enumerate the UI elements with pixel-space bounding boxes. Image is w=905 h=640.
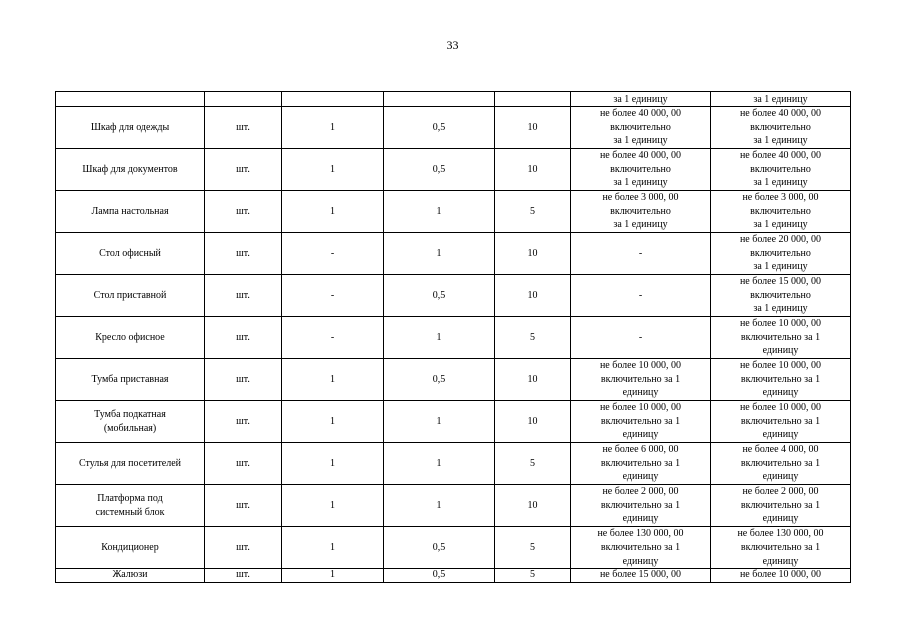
term-cell-line: 5 — [530, 541, 535, 553]
price-a-cell: за 1 единицу — [571, 92, 711, 107]
price-b-cell — [711, 107, 851, 149]
quantity-cell — [282, 485, 384, 527]
table-row — [56, 569, 851, 583]
name-cell-line: Стол приставной — [93, 289, 167, 301]
price-b-cell — [711, 443, 851, 485]
price-b-cell-line: включительно за 1 — [740, 499, 821, 511]
price-b-cell-line: не более 40 000, 00 — [739, 150, 822, 162]
norm-cell-line: 1 — [436, 331, 442, 343]
price-a-cell-line: не более 40 000, 00 — [599, 150, 682, 162]
term-cell-line: 5 — [530, 205, 535, 217]
name-cell — [56, 92, 205, 107]
norm-cell-line: 0,5 — [432, 373, 446, 385]
quantity-cell — [282, 191, 384, 233]
term-cell-line: 10 — [527, 415, 538, 427]
price-b-cell-line: за 1 единицу — [753, 135, 808, 147]
quantity-cell-line: 1 — [330, 457, 335, 469]
price-b-cell — [711, 485, 851, 527]
norm-cell — [384, 275, 495, 317]
unit-cell — [205, 401, 282, 443]
name-cell-line: Платформа под — [97, 492, 163, 504]
price-a-cell-line: не более 10 000, 00 — [599, 360, 682, 372]
quantity-cell — [282, 443, 384, 485]
price-a-cell — [571, 149, 711, 191]
price-a-cell-line: единицу — [622, 387, 659, 399]
price-a-cell-line: не более 10 000, 00 — [599, 402, 682, 414]
price-a-cell-line: за 1 единицу — [613, 219, 668, 231]
price-b-cell-line: включительно за 1 — [740, 331, 821, 343]
price-a-cell-line: за 1 единицу — [613, 177, 668, 189]
price-a-cell — [571, 527, 711, 569]
quantity-cell-line: 1 — [330, 541, 335, 553]
term-cell — [495, 107, 571, 149]
term-cell-line: 10 — [527, 373, 538, 385]
price-b-cell-line: включительно за 1 — [740, 541, 821, 553]
norm-cell — [384, 401, 495, 443]
norm-cell-line: 0,5 — [432, 289, 446, 301]
price-b-cell-line: включительно — [750, 247, 811, 259]
price-a-cell-line: единицу — [622, 471, 659, 483]
table-row — [56, 401, 851, 443]
unit-cell — [205, 527, 282, 569]
name-cell-line: Тумба приставная — [91, 373, 169, 385]
price-a-cell-line: включительно за 1 — [600, 373, 681, 385]
norm-cell — [384, 233, 495, 275]
name-cell — [56, 275, 205, 317]
price-b-cell-line: не более 10 000, 00 — [739, 569, 822, 581]
term-cell-line: 10 — [527, 121, 538, 133]
unit-cell — [205, 92, 282, 107]
price-b-cell-line: не более 20 000, 00 — [739, 234, 822, 246]
unit-cell-line: шт. — [236, 415, 250, 427]
unit-cell — [205, 359, 282, 401]
unit-cell-line: шт. — [236, 499, 250, 511]
term-cell — [495, 191, 571, 233]
table-row — [56, 317, 851, 359]
name-cell-line: (мобильная) — [103, 422, 157, 434]
price-b-cell-line: единицу — [762, 387, 799, 399]
unit-cell-line: шт. — [236, 163, 250, 175]
price-b-cell-line: за 1 единицу — [753, 261, 808, 273]
quantity-cell — [282, 233, 384, 275]
quantity-cell-line: 1 — [330, 499, 335, 511]
name-cell-line: Тумба подкатная — [94, 408, 166, 420]
norms-table — [55, 91, 851, 583]
quantity-cell-line: - — [330, 331, 335, 343]
price-a-cell-line: единицу — [622, 429, 659, 441]
price-a-cell — [571, 359, 711, 401]
name-cell-line: Кондиционер — [101, 541, 159, 553]
term-cell — [495, 359, 571, 401]
name-cell — [56, 233, 205, 275]
norm-cell-line: 1 — [436, 415, 442, 427]
norm-cell-line: 0,5 — [432, 541, 446, 553]
price-b-cell-line: единицу — [762, 471, 799, 483]
name-cell-line: Жалюзи — [112, 569, 148, 581]
unit-cell-line: шт. — [236, 541, 250, 553]
name-cell — [56, 443, 205, 485]
price-b-cell-line: единицу — [762, 345, 799, 357]
name-cell — [56, 527, 205, 569]
unit-cell-line: шт. — [236, 373, 250, 385]
term-cell-line: 10 — [527, 163, 538, 175]
name-cell — [56, 569, 205, 583]
unit-cell-line: шт. — [236, 205, 250, 217]
price-a-cell — [571, 233, 711, 275]
price-a-cell-line: не более 130 000, 00 — [597, 528, 684, 540]
price-b-cell-line: за 1 единицу — [753, 219, 808, 231]
table-row — [56, 359, 851, 401]
price-a-cell — [571, 107, 711, 149]
table-row — [56, 107, 851, 149]
name-cell-line: системный блок — [95, 506, 165, 518]
norm-cell — [384, 149, 495, 191]
norm-cell — [384, 92, 495, 107]
term-cell — [495, 275, 571, 317]
price-b-cell-line: не более 10 000, 00 — [739, 360, 822, 372]
price-b-cell — [711, 359, 851, 401]
quantity-cell — [282, 527, 384, 569]
unit-cell — [205, 275, 282, 317]
table-row — [56, 92, 851, 107]
norm-cell-line: 1 — [436, 499, 442, 511]
price-a-cell-line: единицу — [622, 555, 659, 567]
price-b-cell-line: включительно — [750, 121, 811, 133]
unit-cell-line: шт. — [236, 331, 250, 343]
norm-cell-line: 1 — [436, 457, 442, 469]
price-a-cell-line: - — [638, 289, 643, 301]
quantity-cell — [282, 107, 384, 149]
table-row — [56, 275, 851, 317]
norm-cell-line: 0,5 — [432, 163, 446, 175]
price-b-cell-line: единицу — [762, 429, 799, 441]
name-cell-line: Шкаф для документов — [82, 163, 178, 175]
term-cell — [495, 443, 571, 485]
price-b-cell: за 1 единицу — [711, 92, 851, 107]
price-b-cell — [711, 401, 851, 443]
term-cell-line: 5 — [530, 331, 535, 343]
term-cell — [495, 92, 571, 107]
price-b-cell — [711, 233, 851, 275]
unit-cell — [205, 149, 282, 191]
unit-cell-line: шт. — [236, 121, 250, 133]
price-b-cell-line: не более 130 000, 00 — [737, 528, 824, 540]
name-cell-line: Шкаф для одежды — [90, 121, 170, 133]
page-number: 33 — [446, 38, 459, 52]
price-a-cell — [571, 275, 711, 317]
unit-cell-line: шт. — [236, 569, 250, 581]
price-a-cell — [571, 443, 711, 485]
price-b-cell-line: включительно — [750, 205, 811, 217]
norm-cell — [384, 443, 495, 485]
name-cell-line: Стулья для посетителей — [78, 457, 182, 469]
term-cell-line: 5 — [530, 569, 535, 581]
price-a-cell — [571, 569, 711, 583]
price-b-cell-line: не более 4 000, 00 — [742, 444, 819, 456]
term-cell-line: 10 — [527, 499, 538, 511]
table-row — [56, 233, 851, 275]
quantity-cell — [282, 92, 384, 107]
norm-cell-line: 1 — [436, 247, 442, 259]
norm-cell-line: 0,5 — [432, 121, 446, 133]
norm-cell — [384, 191, 495, 233]
price-a-cell-line: включительно — [610, 163, 671, 175]
norm-cell-line: 0,5 — [432, 569, 446, 581]
price-b-cell-line: за 1 единицу — [753, 177, 808, 189]
price-b-cell-line: не более 10 000, 00 — [739, 318, 822, 330]
price-b-cell — [711, 275, 851, 317]
price-a-cell-line: включительно — [610, 121, 671, 133]
term-cell-line: 10 — [527, 289, 538, 301]
table-row — [56, 527, 851, 569]
norm-cell — [384, 107, 495, 149]
unit-cell-line: шт. — [236, 247, 250, 259]
table-row — [56, 191, 851, 233]
unit-cell — [205, 107, 282, 149]
unit-cell-line: шт. — [236, 457, 250, 469]
price-b-cell-line: не более 40 000, 00 — [739, 108, 822, 119]
price-b-cell-line: не более 10 000, 00 — [739, 402, 822, 414]
price-b-cell-line: не более 15 000, 00 — [739, 276, 822, 288]
unit-cell — [205, 485, 282, 527]
quantity-cell-line: - — [330, 247, 335, 259]
norm-cell-line: 1 — [436, 205, 442, 217]
quantity-cell — [282, 149, 384, 191]
quantity-cell-line: - — [330, 289, 335, 301]
price-a-cell-line: включительно — [610, 205, 671, 217]
price-a-cell-line: за 1 единицу — [613, 135, 668, 147]
price-a-cell-line: включительно за 1 — [600, 499, 681, 511]
price-a-cell-line: включительно за 1 — [600, 541, 681, 553]
unit-cell — [205, 569, 282, 583]
name-cell-line: Стол офисный — [99, 247, 161, 259]
name-cell-line: Кресло офисное — [95, 331, 165, 343]
quantity-cell-line: 1 — [330, 205, 335, 217]
term-cell-line: 10 — [527, 247, 538, 259]
price-a-cell-line: - — [638, 247, 643, 259]
price-a-cell — [571, 485, 711, 527]
price-a-cell-line: не более 3 000, 00 — [602, 192, 679, 204]
quantity-cell-line: 1 — [330, 569, 335, 581]
quantity-cell — [282, 275, 384, 317]
name-cell — [56, 485, 205, 527]
price-a-cell — [571, 317, 711, 359]
price-a-cell-line: - — [638, 331, 643, 343]
price-b-cell-line: единицу — [762, 513, 799, 525]
norm-cell — [384, 485, 495, 527]
unit-cell — [205, 443, 282, 485]
price-b-cell — [711, 527, 851, 569]
price-b-cell-line: включительно — [750, 289, 811, 301]
name-cell — [56, 359, 205, 401]
unit-cell — [205, 317, 282, 359]
name-cell — [56, 191, 205, 233]
name-cell-line: Лампа настольная — [91, 205, 169, 217]
price-a-cell-line: включительно за 1 — [600, 415, 681, 427]
name-cell — [56, 107, 205, 149]
unit-cell — [205, 191, 282, 233]
price-b-cell-line: не более 2 000, 00 — [742, 486, 819, 498]
price-b-cell — [711, 149, 851, 191]
table-row — [56, 485, 851, 527]
quantity-cell-line: 1 — [330, 121, 335, 133]
price-b-cell-line: включительно за 1 — [740, 457, 821, 469]
quantity-cell — [282, 569, 384, 583]
price-b-cell-line: включительно за 1 — [740, 373, 821, 385]
price-b-cell-line: включительно за 1 — [740, 415, 821, 427]
term-cell — [495, 569, 571, 583]
norm-cell — [384, 317, 495, 359]
term-cell — [495, 149, 571, 191]
price-a-cell-line: единицу — [622, 513, 659, 525]
table-row — [56, 443, 851, 485]
quantity-cell-line: 1 — [330, 415, 335, 427]
price-b-cell-line: единицу — [762, 555, 799, 567]
quantity-cell-line: 1 — [330, 373, 335, 385]
name-cell — [56, 149, 205, 191]
term-cell — [495, 233, 571, 275]
price-b-cell-line: не более 3 000, 00 — [742, 192, 819, 204]
price-a-cell-line: не более 40 000, 00 — [599, 108, 682, 119]
price-b-cell — [711, 317, 851, 359]
table-row — [56, 149, 851, 191]
price-b-cell-line: за 1 единицу — [753, 303, 808, 315]
quantity-cell — [282, 401, 384, 443]
price-a-cell-line: не более 6 000, 00 — [602, 444, 679, 456]
norm-cell — [384, 527, 495, 569]
price-a-cell — [571, 401, 711, 443]
term-cell — [495, 401, 571, 443]
norm-cell — [384, 359, 495, 401]
price-b-cell — [711, 569, 851, 583]
quantity-cell-line: 1 — [330, 163, 335, 175]
term-cell-line: 5 — [530, 457, 535, 469]
price-a-cell-line: не более 15 000, 00 — [599, 569, 682, 581]
term-cell — [495, 317, 571, 359]
name-cell — [56, 317, 205, 359]
price-b-cell-line: включительно — [750, 163, 811, 175]
price-a-cell-line: включительно за 1 — [600, 457, 681, 469]
name-cell — [56, 401, 205, 443]
price-a-cell-line: не более 2 000, 00 — [602, 486, 679, 498]
norm-cell — [384, 569, 495, 583]
term-cell — [495, 527, 571, 569]
quantity-cell — [282, 359, 384, 401]
quantity-cell — [282, 317, 384, 359]
term-cell — [495, 485, 571, 527]
unit-cell — [205, 233, 282, 275]
price-b-cell — [711, 191, 851, 233]
unit-cell-line: шт. — [236, 289, 250, 301]
price-a-cell — [571, 191, 711, 233]
